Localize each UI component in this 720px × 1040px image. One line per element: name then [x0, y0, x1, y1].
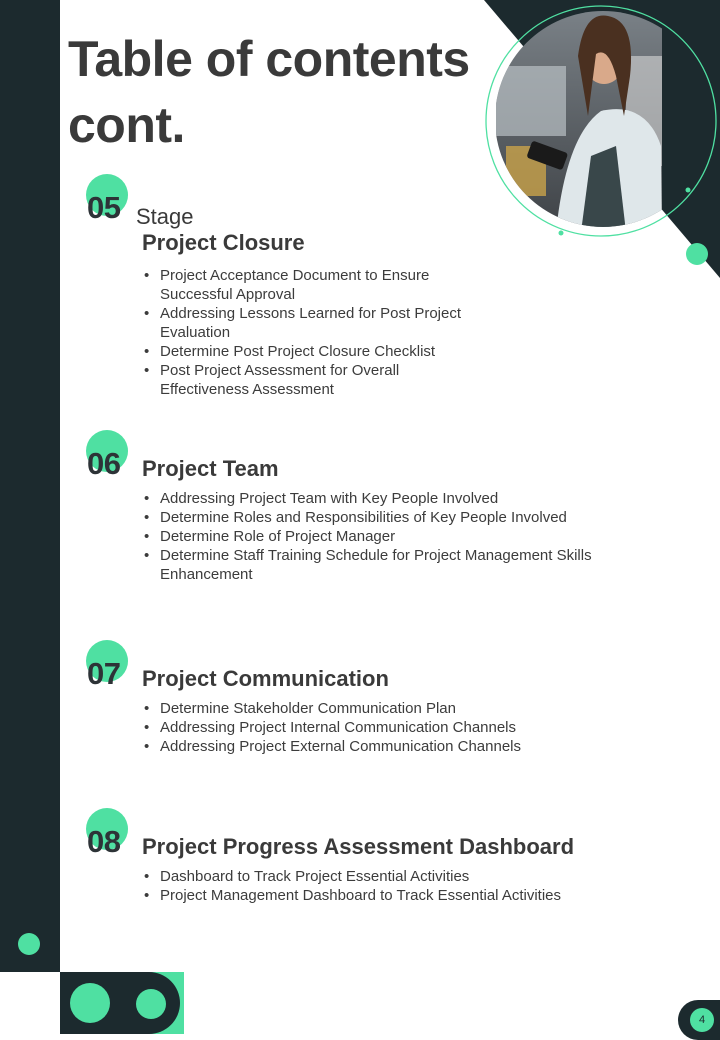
section-item-list — [142, 699, 622, 756]
list-item: • Addressing Project Internal Communication Channels — [142, 718, 622, 737]
list-item: • Determine Role of Project Manager — [142, 527, 622, 546]
section-number: 07 — [87, 656, 121, 691]
list-item: • Determine Staff Training Schedule for Project Management Skills Enhancement — [142, 546, 622, 584]
profile-photo — [496, 6, 662, 232]
section-title: Project Closure — [142, 230, 305, 255]
left-dot-decoration — [18, 933, 40, 955]
list-item: • Determine Roles and Responsibilities of Key People Involved — [142, 508, 622, 527]
list-item: • Addressing Project Team with Key People Involved — [142, 489, 622, 508]
page-title — [68, 26, 488, 158]
list-item: • Determine Post Project Closure Checklist — [142, 342, 492, 361]
section-item-list — [142, 266, 492, 399]
section-number: 06 — [87, 446, 121, 481]
list-item: • Determine Stakeholder Communication Plan — [142, 699, 622, 718]
corner-dot-decoration — [686, 243, 708, 265]
list-item: • Project Acceptance Document to Ensure Successful Approval — [142, 266, 492, 304]
section-title: Project Team — [142, 456, 279, 481]
list-item: • Project Management Dashboard to Track Essential Activities — [142, 886, 622, 905]
list-item: • Post Project Assessment for Overall Effectiveness Assessment — [142, 361, 492, 399]
section-prefix: Stage — [136, 204, 194, 229]
list-item: • Addressing Project External Communication Channels — [142, 737, 622, 756]
left-sidebar-bar — [0, 0, 60, 972]
list-item: • Addressing Lessons Learned for Post Project Evaluation — [142, 304, 492, 342]
list-item: • Dashboard to Track Project Essential Activities — [142, 867, 622, 886]
bottom-dot-small — [136, 989, 166, 1019]
section-title: Project Progress Assessment Dashboard — [142, 834, 575, 859]
bottom-dot-large — [70, 983, 110, 1023]
page-title-line1: Table of contents — [68, 31, 470, 87]
section-number: 08 — [87, 824, 121, 859]
page-number: 4 — [690, 1008, 714, 1032]
section-item-list — [142, 867, 622, 905]
section-title: Project Communication — [142, 666, 389, 691]
page-title-line2: cont. — [68, 97, 185, 153]
section-number: 05 — [87, 190, 121, 225]
section-item-list — [142, 489, 622, 584]
